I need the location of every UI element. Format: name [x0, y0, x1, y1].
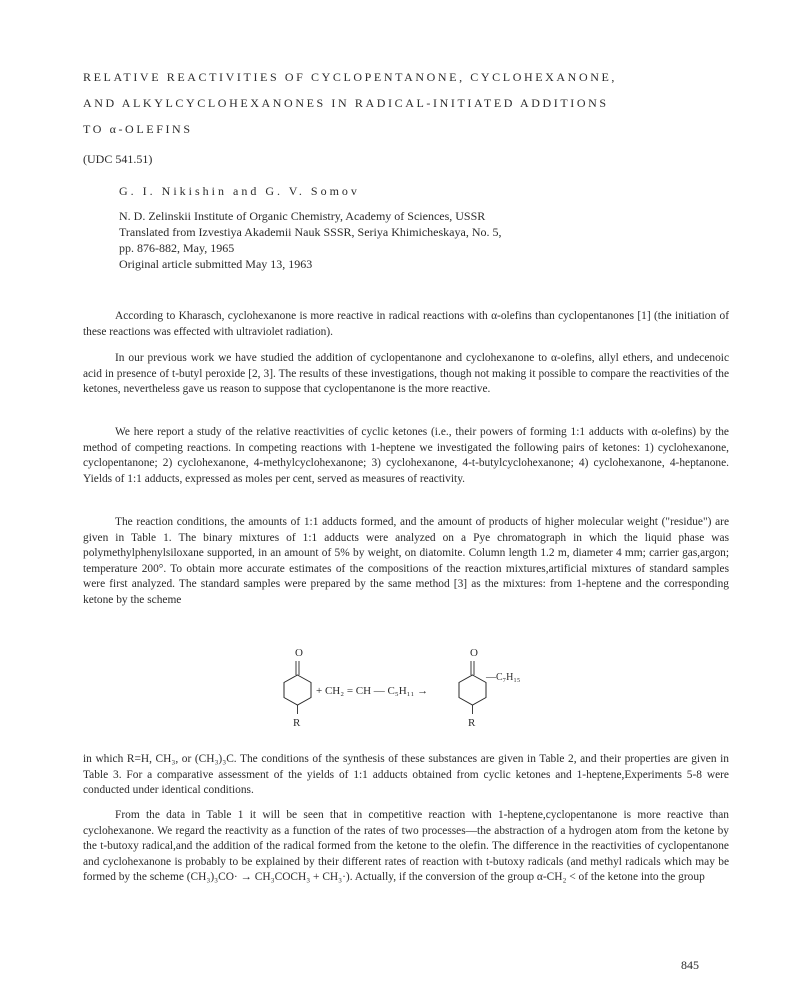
affiliation-line-3: pp. 876-882, May, 1965 — [119, 241, 235, 255]
paragraph-5-text: in which R=H, CH₃, or (CH₃)₃C. The conditions of the synthesis of these substances are given in Table 2, and their properties are given in Table 3. For a comparative assessment of the yields of 1:1 adducts obtained from cyclic ketones and 1-heptene,Experiments 5-8 were conducted under identical conditions. — [83, 753, 729, 797]
paragraph-5 — [83, 752, 729, 799]
cyclohexane-ring-right — [459, 675, 486, 705]
paragraph-2-text: In our previous work we have studied the addition of cyclopentanone and cyclohexanone to α-olefins, allyl ethers, and undecenoic acid in presence of t-butyl peroxide [2, 3]. The results of these investigations, though not making it possible to compare the reactivities of the ketones, nevertheless gave us reason to suppose that cyclopentanone is the more reactive. — [83, 352, 729, 396]
title-line-1: RELATIVE REACTIVITIES OF CYCLOPENTANONE, CYCLOHEXANONE, — [83, 70, 618, 84]
title-line-3: TO α-OLEFINS — [83, 122, 193, 136]
olefin-reagent: + CH₂ = CH — C₅H₁₁ → — [316, 685, 429, 697]
reaction-scheme — [270, 644, 550, 732]
affiliation-line-4: Original article submitted May 13, 1963 — [119, 257, 313, 271]
substituent-r-right: R — [468, 717, 476, 729]
udc-code: (UDC 541.51) — [83, 152, 153, 166]
paragraph-2 — [83, 351, 729, 398]
ketone-oxygen-left: O — [295, 647, 303, 659]
ketone-oxygen-right: O — [470, 647, 478, 659]
substituent-r-left: R — [293, 717, 301, 729]
affiliation-line-1: N. D. Zelinskii Institute of Organic Chemistry, Academy of Sciences, USSR — [119, 209, 486, 223]
cyclohexane-ring-left — [284, 675, 311, 705]
paragraph-1 — [83, 309, 729, 340]
paragraph-1-text: According to Kharasch, cyclohexanone is more reactive in radical reactions with α-olefins than cyclopentanones [1] (the initiation of these reactions was effected with ultraviolet radiation). — [83, 310, 729, 338]
paragraph-4 — [83, 515, 729, 609]
paragraph-6-text: From the data in Table 1 it will be seen that in competitive reaction with 1-heptene,cyclopentanone is more reactive than cyclohexanone. We regard the reactivity as a function of the rates of two processes—the abstraction of a hydrogen atom from the ketone by the t-butoxy radical,and the addition of the radical formed from the ketone to the olefin. The difference in the reactivities of cyclopentanone and cyclohexanone is probably to be explained by their different rates of reaction with t-butoxy radicals (and methyl radicals which may be formed by the scheme (CH₃)₃CO· → CH₃COCH₃ + CH₃·). Actually, if the conversion of the group α-CH₂ < of the ketone into the group — [83, 809, 729, 884]
affiliation-line-2: Translated from Izvestiya Akademii Nauk SSSR, Seriya Khimicheskaya, No. 5, — [119, 225, 502, 239]
authors: G. I. Nikishin and G. V. Somov — [119, 184, 360, 198]
title-line-2: AND ALKYLCYCLOHEXANONES IN RADICAL-INITIATED ADDITIONS — [83, 96, 609, 110]
paragraph-4-text: The reaction conditions, the amounts of 1:1 adducts formed, and the amount of products of higher molecular weight ("residue") are given in Table 1. The binary mixtures of 1:1 adducts were analyzed on a Pye chromatograph in which the liquid phase was polymethylphenylsiloxane supported, in an amount of 5% by weight, on diatomite. Column length 1.2 m, diameter 4 mm; carrier gas,argon; temperature 200°. To obtain more accurate estimates of the compositions of the reaction mixtures,artificial mixtures of standard samples were first analyzed. The standard samples were prepared by the same method [3] as the mixtures: from 1-heptene and the corresponding ketone by the scheme — [83, 516, 729, 606]
page-number: 845 — [681, 958, 699, 972]
heptyl-substituent: —C₇H₁₅ — [486, 672, 521, 683]
paragraph-3 — [83, 425, 729, 487]
paragraph-3-text: We here report a study of the relative reactivities of cyclic ketones (i.e., their powers of forming 1:1 adducts with α-olefins) by the method of competing reactions. In competing reactions with 1-heptene we investigated the following pairs of ketones: 1) cyclohexanone, cyclopentanone; 2) cyclohexanone, 4-methylcyclohexanone; 3) cyclohexanone, 4-t-butylcyclohexanone; 4) cyclohexanone, 4-heptanone. Yields of 1:1 adducts, expressed as moles per cent, served as measures of reactivity. — [83, 426, 729, 485]
paragraph-6 — [83, 808, 729, 886]
